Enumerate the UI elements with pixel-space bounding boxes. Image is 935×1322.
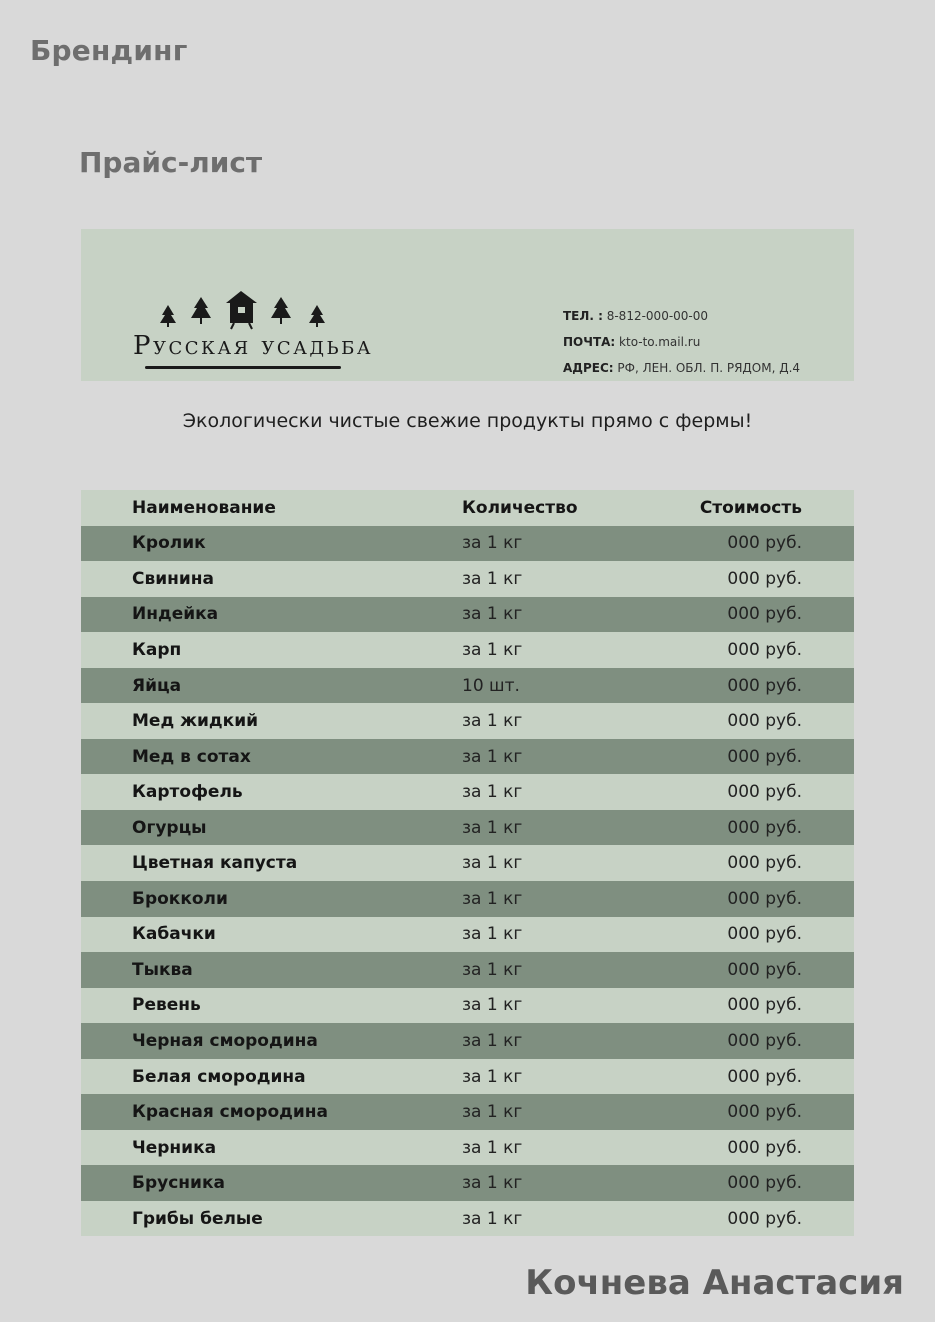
product-name: Красная смородина [132, 1102, 329, 1123]
table-row: Огурцы за 1 кг 000 руб. [81, 810, 854, 846]
product-name: Огурцы [132, 817, 207, 838]
table-row: Кабачки за 1 кг 000 руб. [81, 917, 854, 953]
product-price: 000 руб. [727, 782, 802, 803]
table-row: Яйца 10 шт. 000 руб. [81, 668, 854, 704]
table-row: Белая смородина за 1 кг 000 руб. [81, 1059, 854, 1095]
email-label: ПОЧТА: [563, 335, 616, 349]
product-price: 000 руб. [727, 533, 802, 554]
table-row: Мед жидкий за 1 кг 000 руб. [81, 703, 854, 739]
product-name: Ревень [132, 995, 201, 1016]
brand-logo-text: Русская усадьба [133, 331, 373, 361]
product-price: 000 руб. [727, 888, 802, 909]
product-price: 000 руб. [727, 1173, 802, 1194]
product-name: Черника [132, 1137, 217, 1158]
product-name: Кролик [132, 533, 206, 554]
house-and-fir-trees-icon [133, 291, 363, 333]
table-row: Черная смородина за 1 кг 000 руб. [81, 1023, 854, 1059]
product-price: 000 руб. [727, 1137, 802, 1158]
column-header-name: Наименование [132, 497, 276, 518]
product-price: 000 руб. [727, 604, 802, 625]
product-price: 000 руб. [727, 853, 802, 874]
table-row: Черника за 1 кг 000 руб. [81, 1130, 854, 1166]
product-price: 000 руб. [727, 995, 802, 1016]
table-row: Красная смородина за 1 кг 000 руб. [81, 1094, 854, 1130]
table-row: Тыква за 1 кг 000 руб. [81, 952, 854, 988]
product-price: 000 руб. [727, 1208, 802, 1229]
contacts-block [563, 303, 800, 381]
product-name: Карп [132, 639, 182, 660]
table-row: Свинина за 1 кг 000 руб. [81, 561, 854, 597]
product-name: Цветная капуста [132, 853, 298, 874]
column-header-price: Стоимость [699, 497, 802, 518]
address-value: РФ, ЛЕН. ОБЛ. П. РЯДОМ, Д.4 [617, 361, 801, 375]
address-line [563, 355, 800, 381]
table-body [81, 526, 854, 1237]
section-title: Брендинг [30, 34, 188, 67]
product-name: Тыква [132, 959, 193, 980]
product-name: Картофель [132, 782, 243, 803]
table-row: Карп за 1 кг 000 руб. [81, 632, 854, 668]
product-name: Индейка [132, 604, 219, 625]
table-row: Индейка за 1 кг 000 руб. [81, 597, 854, 633]
product-price: 000 руб. [727, 1066, 802, 1087]
table-row: Ревень за 1 кг 000 руб. [81, 988, 854, 1024]
table-row: Мед в сотах за 1 кг 000 руб. [81, 739, 854, 775]
product-name: Мед жидкий [132, 711, 259, 732]
phone-value: 8-812-000-00-00 [606, 309, 709, 323]
product-name: Грибы белые [132, 1208, 263, 1229]
product-price: 000 руб. [727, 1030, 802, 1051]
address-label: АДРЕС: [563, 361, 614, 375]
product-name: Черная смородина [132, 1030, 318, 1051]
product-name: Белая смородина [132, 1066, 306, 1087]
document-title: Прайс-лист [79, 146, 263, 179]
logo-underline [145, 366, 341, 369]
email-line [563, 329, 800, 355]
product-price: 000 руб. [727, 746, 802, 767]
product-price: 000 руб. [727, 1102, 802, 1123]
phone-line [563, 303, 800, 329]
product-name: Брусника [132, 1173, 225, 1194]
product-price: 000 руб. [727, 959, 802, 980]
table-header-row: Наименование Количество Стоимость [81, 490, 854, 526]
table-row: Картофель за 1 кг 000 руб. [81, 774, 854, 810]
phone-label: ТЕЛ. : [563, 309, 603, 323]
table-row: Кролик за 1 кг 000 руб. [81, 526, 854, 562]
product-name: Яйца [132, 675, 182, 696]
product-name: Мед в сотах [132, 746, 251, 767]
product-price: 000 руб. [727, 675, 802, 696]
price-list-header [81, 229, 854, 381]
table-row: Цветная капуста за 1 кг 000 руб. [81, 845, 854, 881]
product-price: 000 руб. [727, 639, 802, 660]
product-name: Брокколи [132, 888, 228, 909]
table-row: Брокколи за 1 кг 000 руб. [81, 881, 854, 917]
brand-logo [133, 291, 373, 373]
product-price: 000 руб. [727, 817, 802, 838]
email-value: kto-to.mail.ru [619, 335, 701, 349]
author-name: Кочнева Анастасия [525, 1263, 904, 1303]
product-price: 000 руб. [727, 924, 802, 945]
price-table [81, 490, 854, 1236]
table-row: Брусника за 1 кг 000 руб. [81, 1165, 854, 1201]
table-row: Грибы белые за 1 кг 000 руб. [81, 1201, 854, 1237]
slogan: Экологически чистые свежие продукты прямо с фермы! [182, 410, 753, 432]
product-name: Кабачки [132, 924, 216, 945]
product-price: 000 руб. [727, 711, 802, 732]
product-name: Свинина [132, 568, 215, 589]
product-price: 000 руб. [727, 568, 802, 589]
